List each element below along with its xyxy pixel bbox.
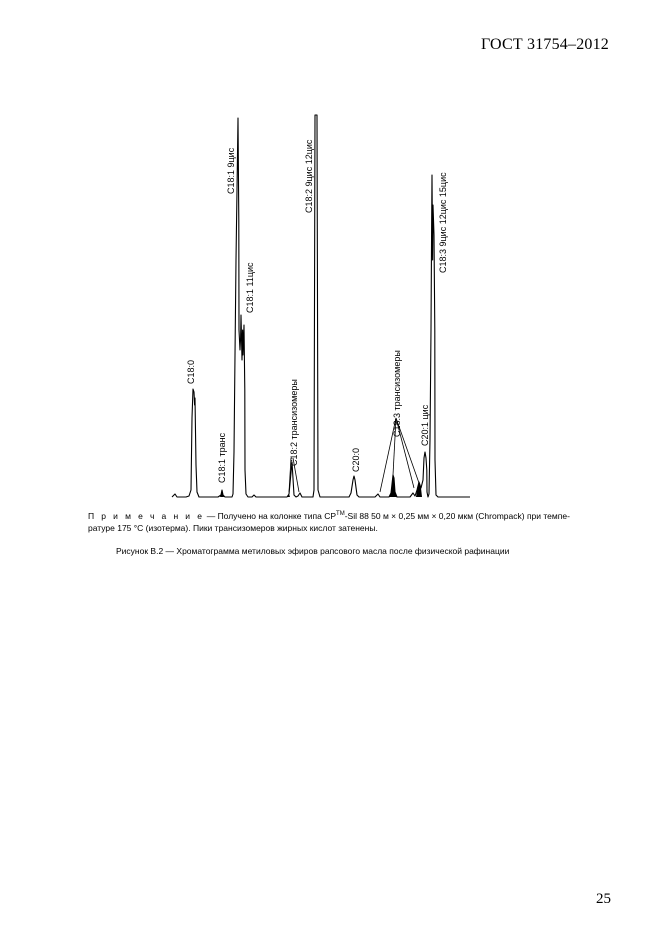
peak-label-c18-2-trans: C18:2 трансизомеры xyxy=(289,379,299,466)
page-number: 25 xyxy=(596,891,611,907)
peak-label-c18-1-trans: C18:1 транс xyxy=(217,432,227,483)
note-text-2: -Sil 88 50 м × 0,25 мм × 0,20 мкм (Chrompack) при темпе- xyxy=(344,511,570,521)
peak-label-c20-1-cis: C20:1 цис xyxy=(420,404,430,446)
document-code: ГОСТ 31754–2012 xyxy=(480,36,609,53)
peak-label-c20-0: C20:0 xyxy=(351,447,361,472)
peak-label-c18-3-trans: C18:3 трансизомеры xyxy=(392,350,402,437)
peak-label-c18-0: C18:0 xyxy=(186,359,196,384)
figure-note xyxy=(88,510,578,534)
peak-label-c18-1-9cis: C18:1 9цис xyxy=(226,147,236,194)
shaded-peak-c18-1-trans xyxy=(220,490,224,497)
note-prefix: П р и м е ч а н и е xyxy=(88,511,205,521)
note-superscript: TM xyxy=(336,511,345,518)
peak-label-c18-3-all-cis: C18:3 9цис 12цис 15цис xyxy=(438,172,448,273)
figure-caption: Рисунок В.2 — Хроматограмма метиловых эфиров рапсового масла после физической рафинации xyxy=(116,546,510,556)
peak-label-c18-2-9cis-12cis: C18:2 9цис 12цис xyxy=(304,139,314,213)
note-text-1: — Получено на колонке типа CP xyxy=(204,511,337,521)
note-text-3: ратуре 175 °C (изотерма). Пики трансизомеров жирных кислот затенены. xyxy=(88,523,378,533)
peak-label-c18-1-11cis: C18:1 11цис xyxy=(245,262,255,313)
